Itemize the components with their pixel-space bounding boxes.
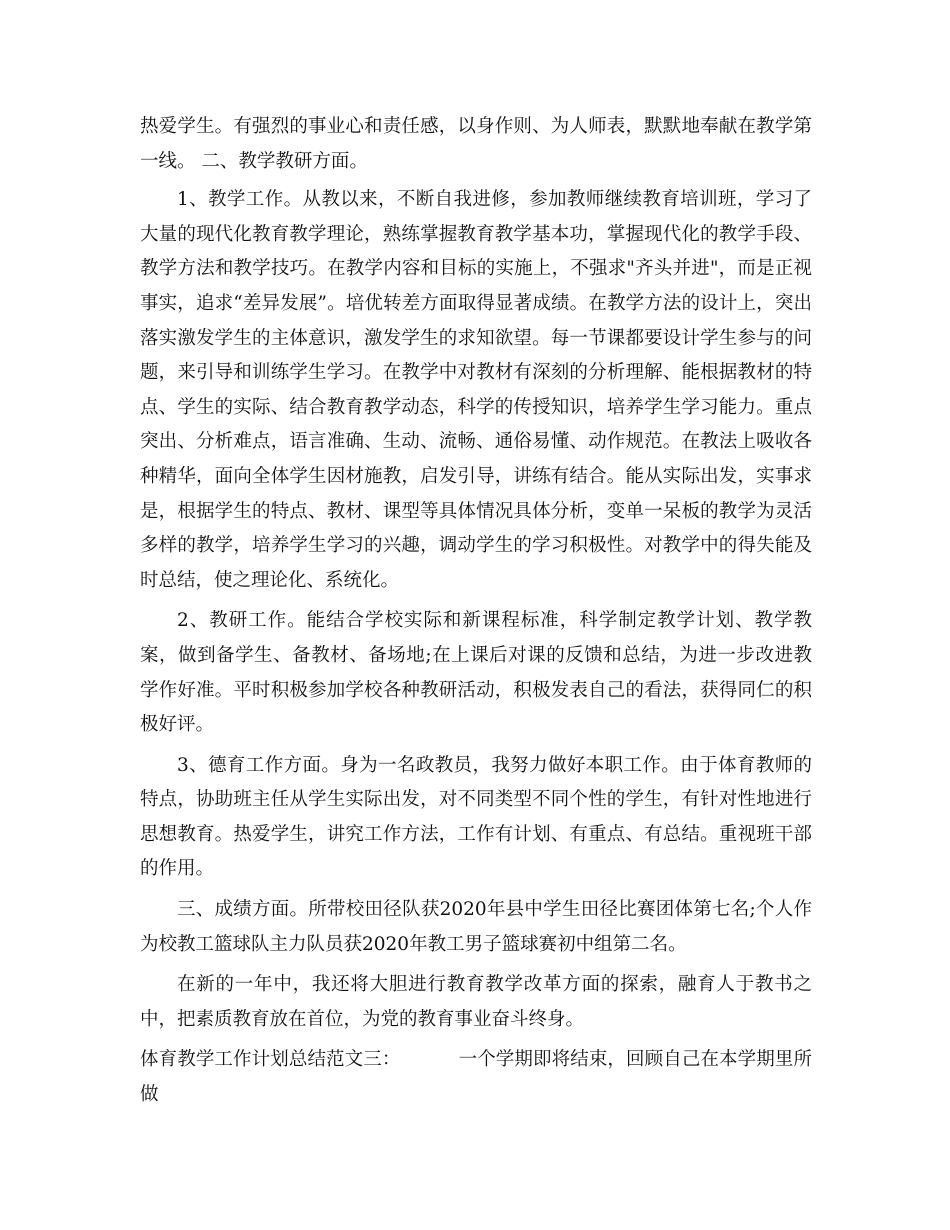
paragraph-achievements: 三、成绩方面。所带校田径队获2020年县中学生田径比赛团体第七名;个人作为校教工篮球队主力队员获2020年教工男子篮球赛初中组第二名。 [140,899,812,955]
document-body [140,110,812,1119]
paragraph-moral-education: 3、德育工作方面。身为一名政教员，我努力做好本职工作。由于体育教师的特点，协助班主任从学生实际出发，对不同类型不同个性的学生，有针对性地进行思想教育。热爱学生，讲究工作方法，工作有计划、有重点、有总结。重视班干部的作用。 [140,754,812,880]
paragraph-research-work: 2、教研工作。能结合学校实际和新课程标准，科学制定教学计划、教学教案，做到备学生、备教材、备场地;在上课后对课的反馈和总结，为进一步改进教学作好准。平时积极参加学校各种教研活动，积极发表自己的看法，获得同仁的积极好评。 [140,610,812,736]
paragraph-intro: 热爱学生。有强烈的事业心和责任感，以身作则、为人师表，默默地奉献在教学第一线。 二、教学教研方面。 [140,116,812,172]
paragraph-section-three [140,1043,812,1112]
paragraph-new-year: 在新的一年中，我还将大胆进行教育教学改革方面的探索，融育人于教书之中，把素质教育放在首位，为党的教育事业奋斗终身。 [140,974,812,1030]
section-three-text: 一个学期即将结束，回顾自己在本学期里所做 [140,1049,812,1106]
paragraph-teaching-work: 1、教学工作。从教以来，不断自我进修，参加教师继续教育培训班，学习了大量的现代化教育教学理论，熟练掌握教育教学基本功，掌握现代化的教学手段、教学方法和教学技巧。在教学内容和目标的实施上，不强求"齐头并进"，而是正视事实，追求“差异发展”。培优转差方面取得显著成绩。在教学方法的设计上，突出落实激发学生的主体意识，激发学生的求知欲望。每一节课都要设计学生参与的问题，来引导和训练学生学习。在教学中对教材有深刻的分析理解、能根据教材的特点、学生的实际、结合教育教学动态，科学的传授知识，培养学生学习能力。重点突出、分析难点，语言准确、生动、流畅、通俗易懂、动作规范。在教法上吸收各种精华，面向全体学生因材施教，启发引导，讲练有结合。能从实际出发，实事求是，根据学生的特点、教材、课型等具体情况具体分析，变单一呆板的教学为灵活多样的教学，培养学生学习的兴趣，调动学生的学习积极性。对教学中的得失能及时总结，使之理论化、系统化。 [140,189,812,591]
section-three-heading: 体育教学工作计划总结范文三： [140,1049,401,1071]
